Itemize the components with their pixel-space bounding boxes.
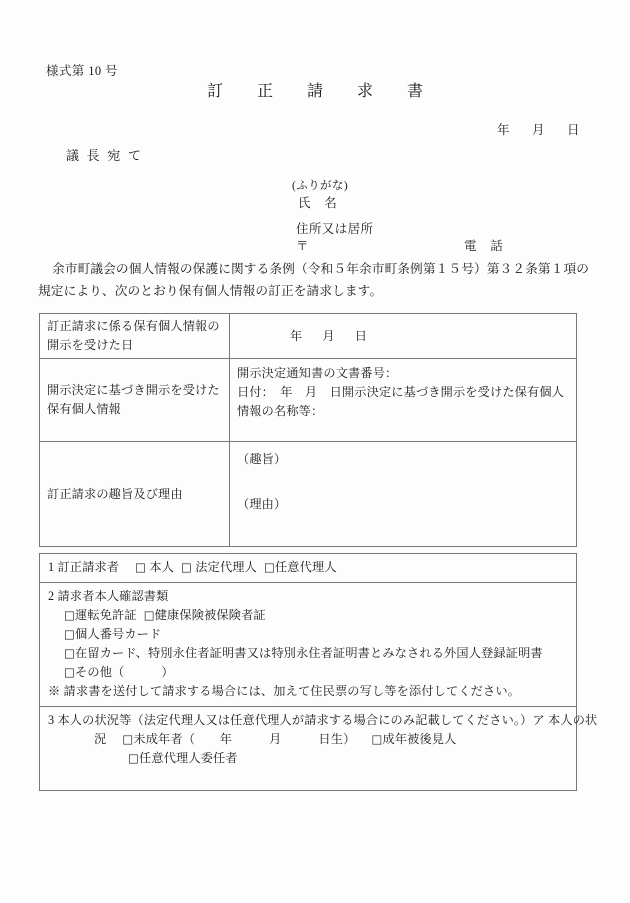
row-label-disclosure-date: 訂正請求に係る保有個人情報の開示を受けた日 <box>40 314 230 359</box>
section-2-option-row-3 <box>48 644 568 663</box>
option-self: 本人 <box>149 560 175 574</box>
date-day: 日 <box>354 328 368 343</box>
checkbox-icon[interactable]: □ <box>263 560 275 574</box>
section-1-requester-type <box>40 554 577 583</box>
intro-line-1: 余市町議会の個人情報の保護に関する条例（令和５年余市町条例第１５号）第３２条第１項の <box>52 262 590 276</box>
section-2-option-row-2 <box>48 625 568 644</box>
table-row <box>40 359 577 442</box>
checkbox-icon[interactable]: □ <box>181 560 193 574</box>
section-2-heading: 2 請求者本人確認書類 <box>48 589 169 603</box>
row-value-disclosed-info[interactable] <box>230 359 577 442</box>
section-3-option-row-1 <box>48 730 568 749</box>
table-row <box>40 314 577 359</box>
section-3-heading: 3 本人の状況等（法定代理人又は任意代理人が請求する場合にのみ記載してください。）ア 本人の状 <box>48 713 598 727</box>
option-adult-ward: 成年被後見人 <box>382 732 457 746</box>
section-1-heading: 1 訂正請求者 <box>48 560 120 574</box>
option-minor[interactable]: 未成年者（ 年 月 日生） <box>133 732 356 746</box>
checkbox-icon[interactable]: □ <box>122 732 134 746</box>
main-form-table <box>39 313 577 547</box>
row-label-reason: 訂正請求の趣旨及び理由 <box>40 442 230 547</box>
reason-shushi-label: （趣旨） <box>237 452 287 466</box>
section-2-option-row-1 <box>48 606 568 625</box>
page-title: 訂 正 請 求 書 <box>206 83 432 100</box>
checkbox-icon[interactable]: □ <box>143 608 155 622</box>
intro-paragraph <box>38 258 594 302</box>
table-row <box>40 583 577 707</box>
option-health-insurance-card: 健康保険被保険者証 <box>154 608 266 622</box>
postal-mark-icon: 〒 <box>296 239 309 253</box>
checkbox-icon[interactable]: □ <box>64 665 76 679</box>
checkbox-icon[interactable]: □ <box>64 646 76 660</box>
section-3-option-row-2 <box>48 749 568 768</box>
checkbox-icon[interactable]: □ <box>64 608 76 622</box>
name-label: 氏 名 <box>298 196 338 210</box>
date-year: 年 <box>290 328 303 343</box>
option-legal-agent: 法定代理人 <box>195 560 257 574</box>
section-3-line2-prefix: 況 <box>94 732 107 746</box>
checklist-table <box>39 553 598 791</box>
row-value-disclosure-date[interactable] <box>230 314 577 359</box>
checkbox-icon[interactable]: □ <box>128 751 140 765</box>
option-residence-card: 在留カード、特別永住者証明書又は特別永住者証明書とみなされる外国人登録証明書 <box>75 646 543 660</box>
form-number: 様式第 10 号 <box>46 64 118 78</box>
section-2-note: ※ 請求書を送付して請求する場合には、加えて住民票の写し等を添付してください。 <box>48 684 521 698</box>
header-date-blank <box>330 120 580 138</box>
phone-label: 電 話 <box>464 239 504 253</box>
header-date-day: 日 <box>566 123 580 137</box>
table-row <box>40 442 577 547</box>
option-drivers-license: 運転免許証 <box>75 608 137 622</box>
checkbox-icon[interactable]: □ <box>64 627 76 641</box>
checkbox-icon[interactable]: □ <box>135 560 147 574</box>
option-voluntary-agent: 任意代理人 <box>274 560 337 574</box>
applicant-block <box>292 178 586 255</box>
option-voluntary-agent-delegator: 任意代理人委任者 <box>139 751 238 765</box>
section-2-option-row-4 <box>48 663 568 682</box>
furigana-label: (ふりがな) <box>292 180 349 192</box>
header-date-year: 年 <box>496 123 510 137</box>
section-1-line <box>48 558 568 577</box>
applicant-spacer <box>292 212 586 221</box>
disclosed-info-line: 日付： 年 月 日開示決定に基づき開示を受けた保有個人情報の名称等： <box>237 385 565 418</box>
postal-and-phone-row <box>292 238 586 255</box>
table-row <box>40 707 577 791</box>
disclosed-info-line: 開示決定通知書の文書番号： <box>237 366 398 380</box>
address-label: 住所又は居所 <box>296 222 374 236</box>
table-row <box>40 554 577 583</box>
option-my-number-card: 個人番号カード <box>75 627 162 641</box>
row-label-disclosed-info: 開示決定に基づき開示を受けた保有個人情報 <box>40 359 230 442</box>
section-2-identity-documents <box>40 583 577 707</box>
checkbox-icon[interactable]: □ <box>371 732 383 746</box>
intro-line-2: 規定により、次のとおり保有個人情報の訂正を請求します。 <box>38 284 383 298</box>
date-month: 月 <box>322 328 335 343</box>
addressee: 議 長 宛 て <box>66 148 144 163</box>
row-value-reason[interactable] <box>230 442 577 547</box>
disclosed-info-text <box>237 364 569 421</box>
reason-riyu-label: （理由） <box>237 497 287 511</box>
option-other[interactable]: その他（ ） <box>75 665 174 679</box>
header-date-month: 月 <box>531 123 545 137</box>
section-3-principal-status <box>40 707 598 791</box>
